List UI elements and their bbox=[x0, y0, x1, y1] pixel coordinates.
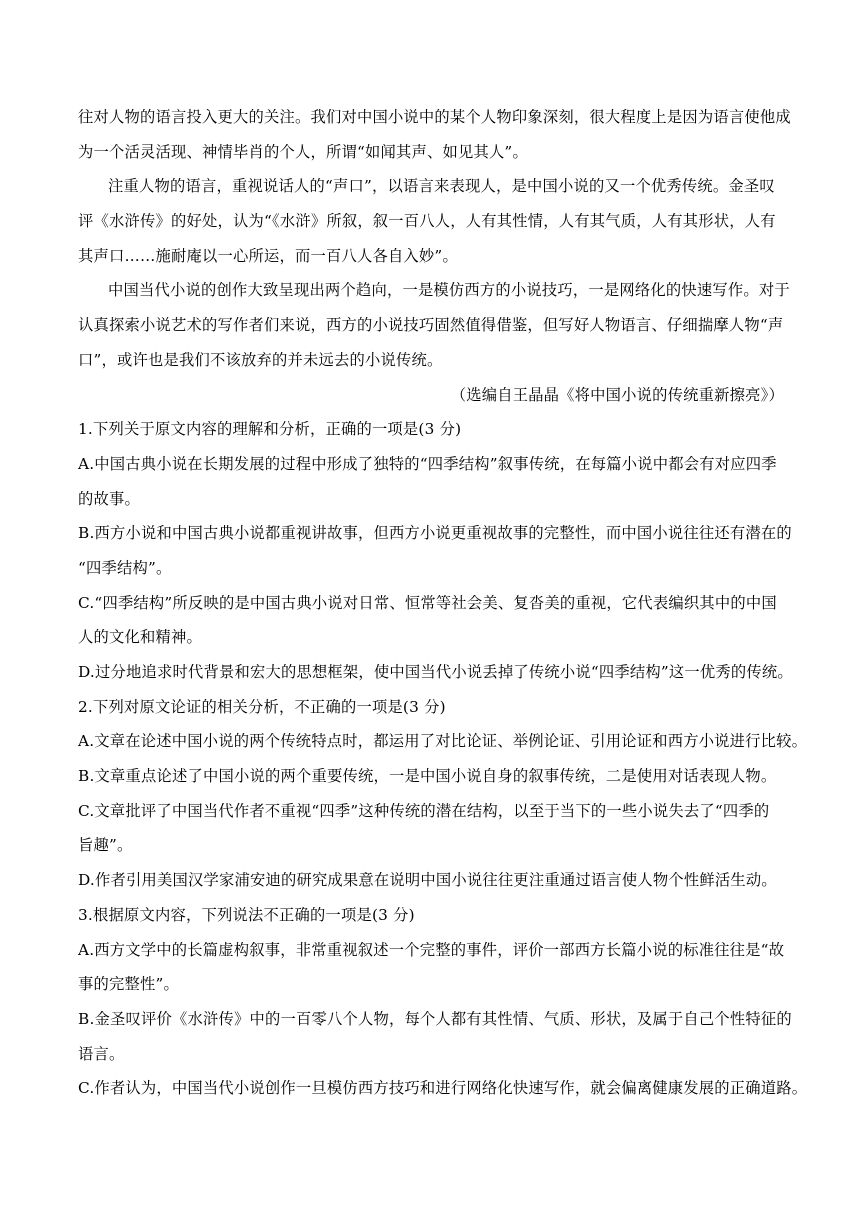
option-b: B.西方小说和中国古典小说都重视讲故事，但西方小说更重视故事的完整性，而中国小说往往还有潜在的 bbox=[78, 524, 792, 543]
question-2 bbox=[78, 690, 808, 898]
passage-paragraph-1 bbox=[78, 100, 791, 169]
option-b-cont: “四季结构”。 bbox=[78, 558, 172, 577]
text-line: 往对人物的语言投入更大的关注。我们对中国小说中的某个人物印象深刻，很大程度上是因为语言使他成 bbox=[78, 108, 791, 126]
text-line: 中国当代小说的创作大致呈现出两个趋向，一是模仿西方的小说技巧，一是网络化的快速写作。对于 bbox=[108, 281, 790, 300]
option-b-cont: 语言。 bbox=[78, 1044, 125, 1063]
option-d: D.作者引用美国汉学家浦安迪的研究成果意在说明中国小说往往更注重通过语言使人物个性鲜活生动。 bbox=[78, 871, 777, 890]
question-stem: 3.根据原文内容，下列说法不正确的一项是(3 分) bbox=[78, 905, 415, 924]
question-stem: 2.下列对原文论证的相关分析，不正确的一项是(3 分) bbox=[78, 697, 446, 716]
option-a-cont: 的故事。 bbox=[78, 489, 140, 508]
option-c-cont: 人的文化和精神。 bbox=[78, 628, 202, 647]
passage-source: （选编自王晶晶《将中国小说的传统重新擦亮》） bbox=[450, 385, 784, 404]
option-a: A.文章在论述中国小说的两个传统特点时，都运用了对比论证、举例论证、引用论证和西方小说进行比较。 bbox=[78, 732, 808, 751]
document-page bbox=[78, 100, 808, 1106]
text-line: 评《水浒传》的好处，认为“《水浒》所叙，叙一百八人，人有其性情，人有其气质，人有其形状，人有 bbox=[78, 212, 776, 231]
option-a: A.中国古典小说在长期发展的过程中形成了独特的“四季结构”叙事传统，在每篇小说中都会有对应四季 bbox=[78, 454, 777, 473]
text-line: 认真探索小说艺术的写作者们来说，西方的小说技巧固然值得借鉴，但写好人物语言、仔细揣摩人物“声 bbox=[78, 316, 784, 335]
option-a: A.西方文学中的长篇虚构叙事，非常重视叙述一个完整的事件，评价一部西方长篇小说的标准往往是“故 bbox=[78, 940, 785, 959]
text-line: 其声口……施耐庵以一心所运，而一百八人各自入妙”。 bbox=[78, 246, 458, 265]
question-3 bbox=[78, 898, 808, 1106]
option-c: C.作者认为，中国当代小说创作一旦模仿西方技巧和进行网络化快速写作，就会偏离健康发展的正确道路。 bbox=[78, 1079, 808, 1098]
option-a-cont: 事的完整性”。 bbox=[78, 975, 180, 994]
text-line: 口”，或许也是我们不该放弃的并未远去的小说传统。 bbox=[78, 350, 443, 369]
passage-paragraph-2 bbox=[78, 169, 784, 273]
question-stem: 1.下列关于原文内容的理解和分析，正确的一项是(3 分) bbox=[78, 420, 462, 439]
option-d: D.过分地追求时代背景和宏大的思想框架，使中国当代小说丢掉了传统小说“四季结构”这一优秀的传统。 bbox=[78, 663, 793, 681]
option-c: C.文章批评了中国当代作者不重视“四季”这种传统的潜在结构，以至于当下的一些小说失去了“四季的 bbox=[78, 801, 770, 820]
option-b: B.文章重点论述了中国小说的两个重要传统，一是中国小说自身的叙事传统，二是使用对话表现人物。 bbox=[78, 767, 777, 786]
option-c: C.“四季结构”所反映的是中国古典小说对日常、恒常等社会美、复沓美的重视，它代表编织其中的中国 bbox=[78, 593, 777, 612]
question-1 bbox=[78, 412, 793, 690]
option-c-cont: 旨趣”。 bbox=[78, 836, 133, 855]
text-line: 为一个活灵活现、神情毕肖的个人，所谓“如闻其声、如见其人”。 bbox=[78, 142, 528, 161]
passage-paragraph-3 bbox=[78, 273, 790, 377]
option-b: B.金圣叹评价《水浒传》中的一百零八个人物，每个人都有其性情、气质、形状，及属于自己个性特征的 bbox=[78, 1009, 792, 1028]
text-line: 注重人物的语言，重视说话人的“声口”，以语言来表现人，是中国小说的又一个优秀传统。金圣叹 bbox=[108, 177, 775, 196]
